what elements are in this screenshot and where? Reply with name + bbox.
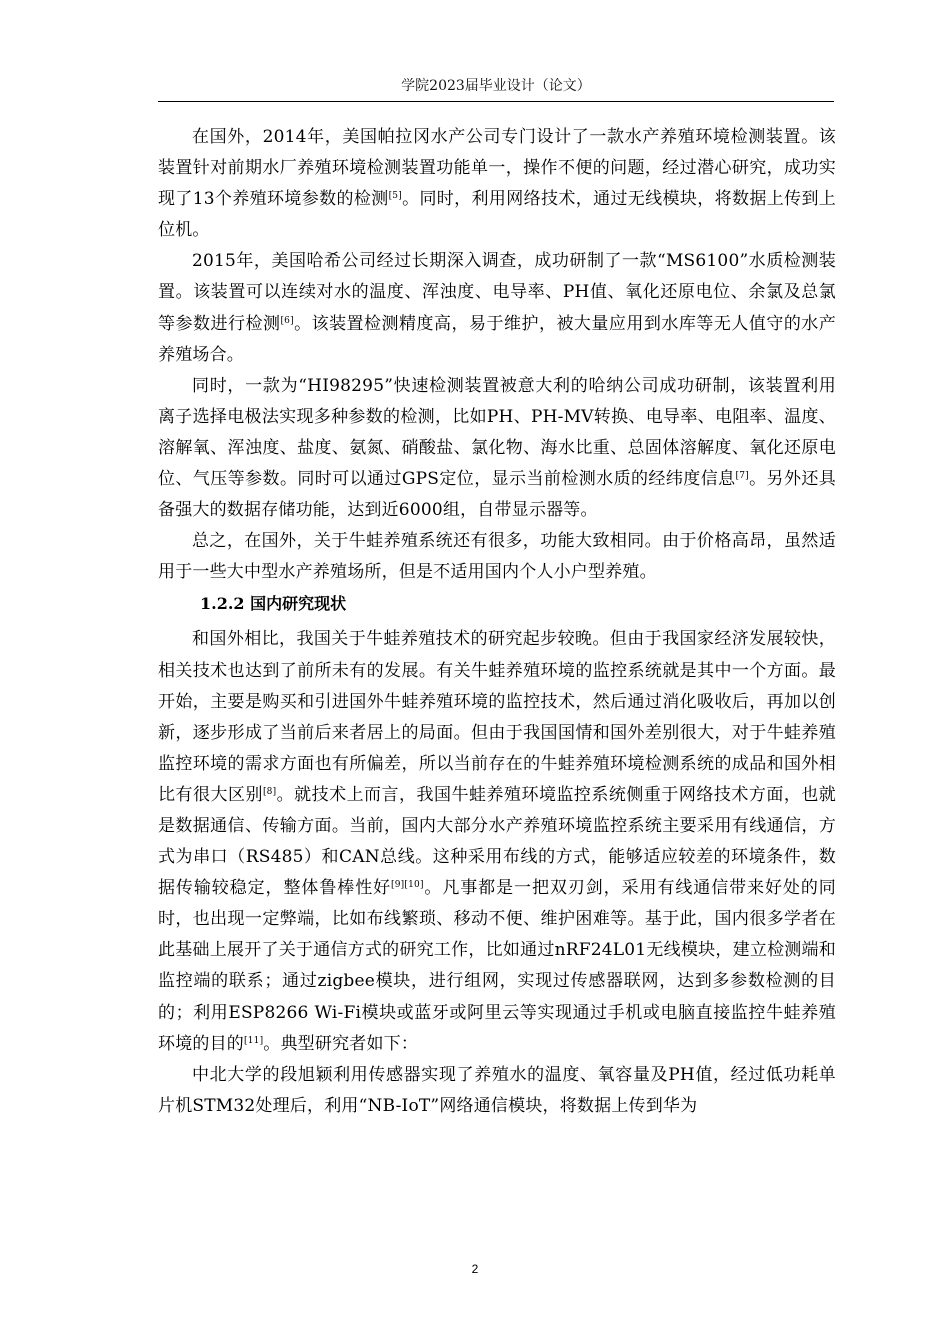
paragraph-foreign-summary xyxy=(158,526,836,588)
text-run: 中北大学的段旭颖利用传感器实现了养殖水的温度、氧容量及PH值，经过低功耗单片机STM32处理后，利用“NB-IoT”网络通信模块，将数据上传到华为 xyxy=(158,1064,836,1116)
text-run: 。同时，利用网络技术，通过无线模块，将数据上传到上位机。 xyxy=(158,189,837,241)
header-divider xyxy=(158,101,834,102)
text-run: 。典型研究者如下： xyxy=(263,1033,419,1054)
body-text xyxy=(158,122,836,1122)
text-run: 。另外还具备强大的数据存储功能，达到近6000组，自带显示器等。 xyxy=(158,469,836,521)
text-run: 同时，一款为“HI98295”快速检测装置被意大利的哈纳公司成功研制，该装置利用离子选择电极法实现多种参数的检测，比如PH、PH-MV转换、电导率、电阻率、温度、溶解氧、浑浊度、盐度、氨氮、硝酸盐、氯化物、海水比重、总固体溶解度、氧化还原电位、气压等参数。同时可以通过GPS定位，显示当前检测水质的经纬度信息 xyxy=(158,375,836,490)
section-heading: 1.2.2 国内研究现状 xyxy=(200,594,347,614)
text-run: 。凡事都是一把双刃剑，采用有线通信带来好处的同时，也出现一定弊端，比如布线繁琐、移动不便、维护困难等。基于此，国内很多学者在此基础上展开了关于通信方式的研究工作，比如通过nRF24L01无线模块，建立检测端和监控端的联系；通过zigbee模块，进行组网，实现过传感器联网，达到多参数检测的目的；利用ESP8266 Wi-Fi模块或蓝牙或阿里云等实现通过手机或电脑直接监控牛蛙养殖环境的目的 xyxy=(158,878,836,1054)
text-run: 和国外相比，我国关于牛蛙养殖技术的研究起步较晚。但由于我国家经济发展较快，相关技术也达到了前所未有的发展。有关牛蛙养殖环境的监控系统就是其中一个方面。最开始，主要是购买和引进国外牛蛙养殖环境的监控技术，然后通过消化吸收后，再加以创新，逐步形成了当前后来者居上的局面。但由于我国国情和国外差别很大，对于牛蛙养殖监控环境的需求方面也有所偏差，所以当前存在的牛蛙养殖环境检测系统的成品和国外相比有很大区别 xyxy=(158,629,836,805)
paragraph-domestic-overview xyxy=(158,624,836,1059)
citation-ref[interactable]: [5] xyxy=(388,191,402,202)
page-number: 2 xyxy=(471,1262,479,1276)
paragraph-foreign-paragon xyxy=(158,122,836,246)
text-run: 。该装置检测精度高，易于维护，被大量应用到水库等无人值守的水产养殖场合。 xyxy=(158,313,836,365)
text-run: 2015年，美国哈希公司经过长期深入调查，成功研制了一款“MS6100”水质检测装置。该装置可以连续对水的温度、浑浊度、电导率、PH值、氧化还原电位、余氯及总氯等参数进行检测 xyxy=(158,251,836,334)
citation-ref[interactable]: [6] xyxy=(280,315,294,326)
text-run: 。就技术上而言，我国牛蛙养殖环境监控系统侧重于网络技术方面，也就是数据通信、传输方面。当前，国内大部分水产养殖环境监控系统主要采用有线通信，方式为串口（RS485）和CAN总线。这种采用布线的方式，能够适应较差的环境条件，数据传输较稳定，整体鲁棒性好 xyxy=(158,784,837,899)
citation-ref[interactable]: [9][10] xyxy=(391,880,424,891)
paragraph-domestic-nuc xyxy=(158,1060,836,1122)
text-run: 总之，在国外，关于牛蛙养殖系统还有很多，功能大致相同。由于价格高昂，虽然适用于一些大中型水产养殖场所，但是不适用国内个人小户型养殖。 xyxy=(158,531,836,583)
paragraph-foreign-hanna xyxy=(158,371,836,526)
running-header: 学院2023届毕业设计（论文） xyxy=(401,78,591,94)
paragraph-foreign-hach xyxy=(158,246,836,370)
citation-ref[interactable]: [7] xyxy=(735,471,749,482)
citation-ref[interactable]: [11] xyxy=(244,1035,264,1046)
citation-ref[interactable]: [8] xyxy=(262,786,277,797)
text-run: 在国外，2014年，美国帕拉冈水产公司专门设计了一款水产养殖环境检测装置。该装置针对前期水厂养殖环境检测装置功能单一，操作不便的问题，经过潜心研究，成功实现了13个养殖环境参数的检测 xyxy=(158,127,836,210)
